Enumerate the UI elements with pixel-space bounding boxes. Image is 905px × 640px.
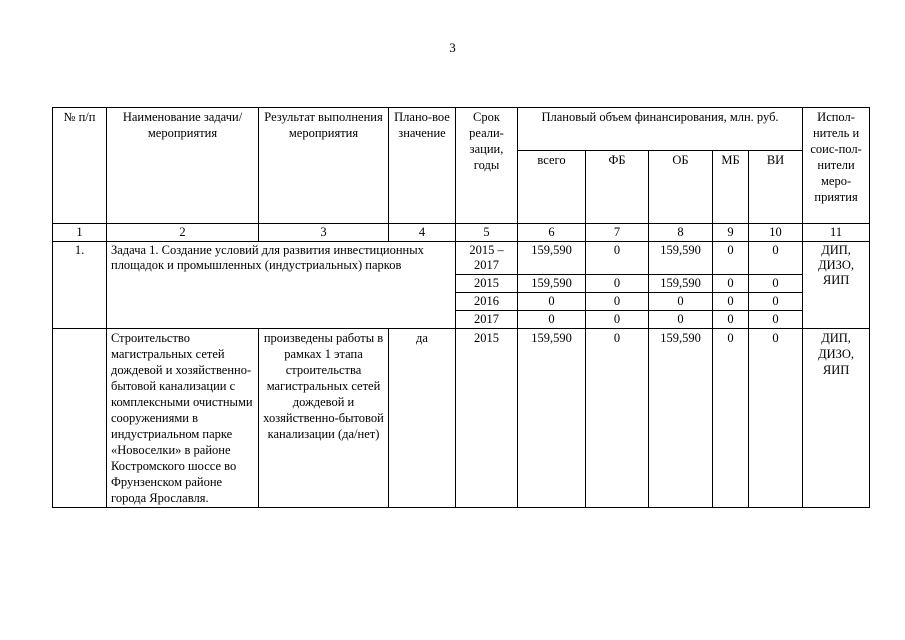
task-mb: 0 xyxy=(713,311,749,329)
task-mb: 0 xyxy=(713,242,749,275)
task-vi: 0 xyxy=(749,311,803,329)
column-number: 7 xyxy=(586,224,649,242)
column-number: 4 xyxy=(389,224,456,242)
activity-executors: ДИП, ДИЗО, ЯИП xyxy=(803,329,870,508)
column-number: 2 xyxy=(107,224,259,242)
header-num: № п/п xyxy=(53,108,107,224)
task-mb: 0 xyxy=(713,275,749,293)
task-fb: 0 xyxy=(586,293,649,311)
task-mb: 0 xyxy=(713,293,749,311)
task-name: Задача 1. Создание условий для развития инвестиционных площадок и промышленных (индустриальных) парков xyxy=(107,242,456,329)
task-executors: ДИП, ДИЗО, ЯИП xyxy=(803,242,870,329)
header-executors: Испол-нитель и соис-пол-нители меро-приятия xyxy=(803,108,870,224)
task-year: 2017 xyxy=(456,311,518,329)
header-total: всего xyxy=(518,151,586,224)
task-num: 1. xyxy=(53,242,107,329)
column-number: 3 xyxy=(259,224,389,242)
activity-mb: 0 xyxy=(713,329,749,508)
column-number: 1 xyxy=(53,224,107,242)
header-term: Срок реали-зации, годы xyxy=(456,108,518,224)
task-ob: 159,590 xyxy=(649,275,713,293)
task-vi: 0 xyxy=(749,275,803,293)
task-ob: 0 xyxy=(649,293,713,311)
task-fb: 0 xyxy=(586,275,649,293)
column-number: 5 xyxy=(456,224,518,242)
task-total: 159,590 xyxy=(518,242,586,275)
activity-row xyxy=(53,329,870,508)
task-total: 159,590 xyxy=(518,275,586,293)
task-year: 2016 xyxy=(456,293,518,311)
column-number: 9 xyxy=(713,224,749,242)
activity-fb: 0 xyxy=(586,329,649,508)
task-fb: 0 xyxy=(586,242,649,275)
activity-vi: 0 xyxy=(749,329,803,508)
task-year: 2015 xyxy=(456,275,518,293)
column-number: 11 xyxy=(803,224,870,242)
task-total: 0 xyxy=(518,311,586,329)
header-ob: ОБ xyxy=(649,151,713,224)
page-number: 3 xyxy=(449,40,456,55)
task-year: 2015 – 2017 xyxy=(456,242,518,275)
task-ob: 0 xyxy=(649,311,713,329)
column-number: 6 xyxy=(518,224,586,242)
column-number: 10 xyxy=(749,224,803,242)
task-row xyxy=(53,242,870,275)
activity-ob: 159,590 xyxy=(649,329,713,508)
task-vi: 0 xyxy=(749,242,803,275)
header-plan-value: Плано-вое значение xyxy=(389,108,456,224)
column-number: 8 xyxy=(649,224,713,242)
activity-year: 2015 xyxy=(456,329,518,508)
header-funding-title: Плановый объем финансирования, млн. руб. xyxy=(518,108,803,151)
header-mb: МБ xyxy=(713,151,749,224)
column-number-row xyxy=(53,224,870,242)
header-fb: ФБ xyxy=(586,151,649,224)
funding-plan-table xyxy=(52,107,870,508)
activity-name: Строительство магистральных сетей дождевой и хозяйственно-бытовой канализации с комплексными очистными сооружениями в индустриальном парке «Новоселки» в районе Костромского шоссе во Фрунзенском районе города Ярославля. xyxy=(107,329,259,508)
task-ob: 159,590 xyxy=(649,242,713,275)
header-result: Результат выполнения мероприятия xyxy=(259,108,389,224)
header-name: Наименование задачи/мероприятия xyxy=(107,108,259,224)
activity-total: 159,590 xyxy=(518,329,586,508)
activity-result: произведены работы в рамках 1 этапа строительства магистральных сетей дождевой и хозяйственно-бытовой канализации (да/нет) xyxy=(259,329,389,508)
activity-num xyxy=(53,329,107,508)
activity-plan-value: да xyxy=(389,329,456,508)
header-row xyxy=(53,108,870,151)
task-total: 0 xyxy=(518,293,586,311)
header-vi: ВИ xyxy=(749,151,803,224)
task-fb: 0 xyxy=(586,311,649,329)
task-vi: 0 xyxy=(749,293,803,311)
